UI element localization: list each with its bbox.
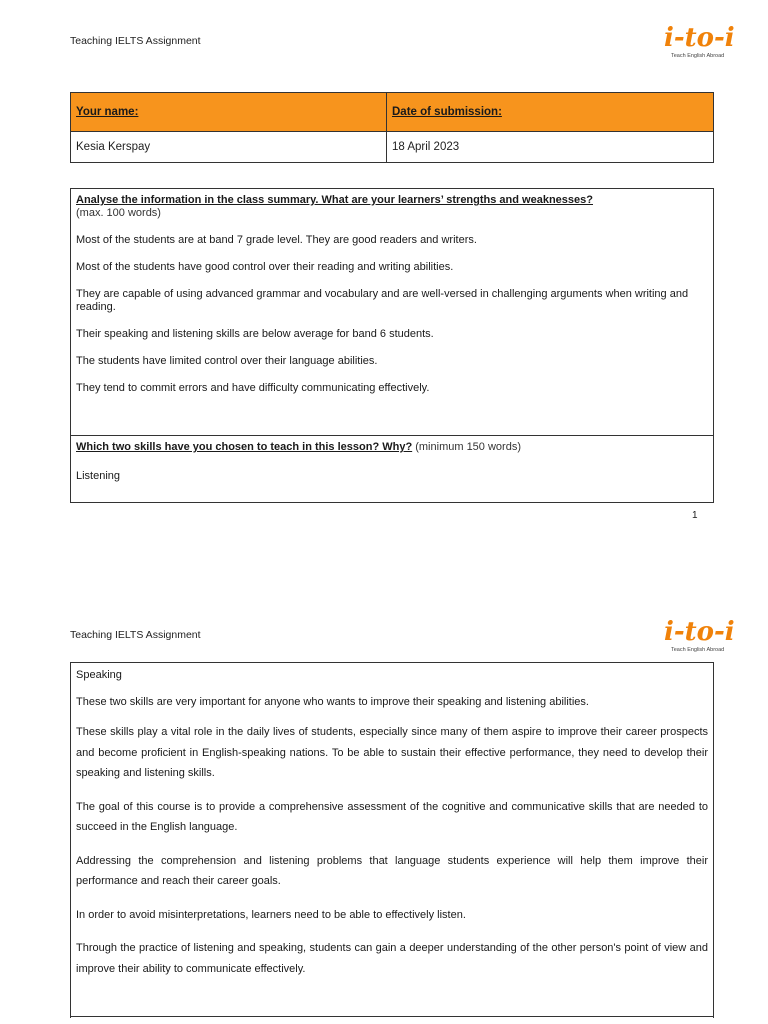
page-number: 1 [692,510,698,521]
section1-paragraph: They tend to commit errors and have difficulty communicating effectively. [76,382,430,394]
section2-paragraph: Through the practice of listening and speaking, students can gain a deeper understanding of the other person's point of view and improve their ability to communicate effectively. [76,942,708,975]
logo-tagline: Teach English Abroad [671,647,725,653]
document-header-title: Teaching IELTS Assignment [70,35,201,47]
date-label-cell: Date of submission: [387,93,714,132]
section2-paragraph: Listening [76,470,121,482]
chosen-skills-section [70,435,714,503]
section1-question: Analyse the information in the class summary. What are your learners’ strengths and weaknesses? [76,194,593,206]
name-label-cell: Your name: [71,93,387,132]
logo-mark: i-to-i [664,617,735,647]
chosen-skills-continued-section [70,662,714,1018]
section2-paragraph: Addressing the comprehension and listening problems that language students experience will help them improve their performance and reach their career goals. [76,854,708,887]
section1-paragraph: They are capable of using advanced grammar and vocabulary and are well-versed in challenging arguments when writing and reading. [76,288,689,313]
date-value-cell: 18 April 2023 [387,132,714,163]
section-divider [70,1016,714,1017]
ito-i-logo [664,617,744,654]
section2-paragraph: In order to avoid misinterpretations, learners need to be able to effectively listen. [76,908,466,921]
page-2 [0,592,768,1024]
logo-mark: i-to-i [664,23,735,53]
logo-tagline: Teach English Abroad [671,53,725,59]
section2-limit-note: (minimum 150 words) [415,441,521,453]
section1-limit-note: (max. 100 words) [76,207,161,219]
section2-question: Which two skills have you chosen to teach in this lesson? Why? [76,441,413,453]
strengths-weaknesses-section [70,188,714,436]
ito-i-logo [664,23,744,60]
section2-paragraph: Speaking [76,669,122,681]
section2-paragraph: The goal of this course is to provide a comprehensive assessment of the cognitive and communicative skills that are needed to succeed in the English language. [76,800,708,833]
section1-paragraph: Most of the students are at band 7 grade level. They are good readers and writers. [76,234,477,246]
page-break [0,560,768,592]
student-info-table [70,92,714,163]
section1-paragraph: Most of the students have good control over their reading and writing abilities. [76,261,454,273]
section2-paragraph: These two skills are very important for anyone who wants to improve their speaking and listening abilities. [76,696,589,708]
section1-paragraph: The students have limited control over their language abilities. [76,355,378,367]
document-header-title: Teaching IELTS Assignment [70,629,201,641]
name-value-cell: Kesia Kerspay [71,132,387,163]
section2-paragraph: These skills play a vital role in the daily lives of students, especially since many of them aspire to improve their career prospects and become proficient in English-speaking nations. To be able to sustain their effective performance, they need to develop their speaking and listening skills. [76,726,708,779]
section1-paragraph: Their speaking and listening skills are below average for band 6 students. [76,328,434,340]
